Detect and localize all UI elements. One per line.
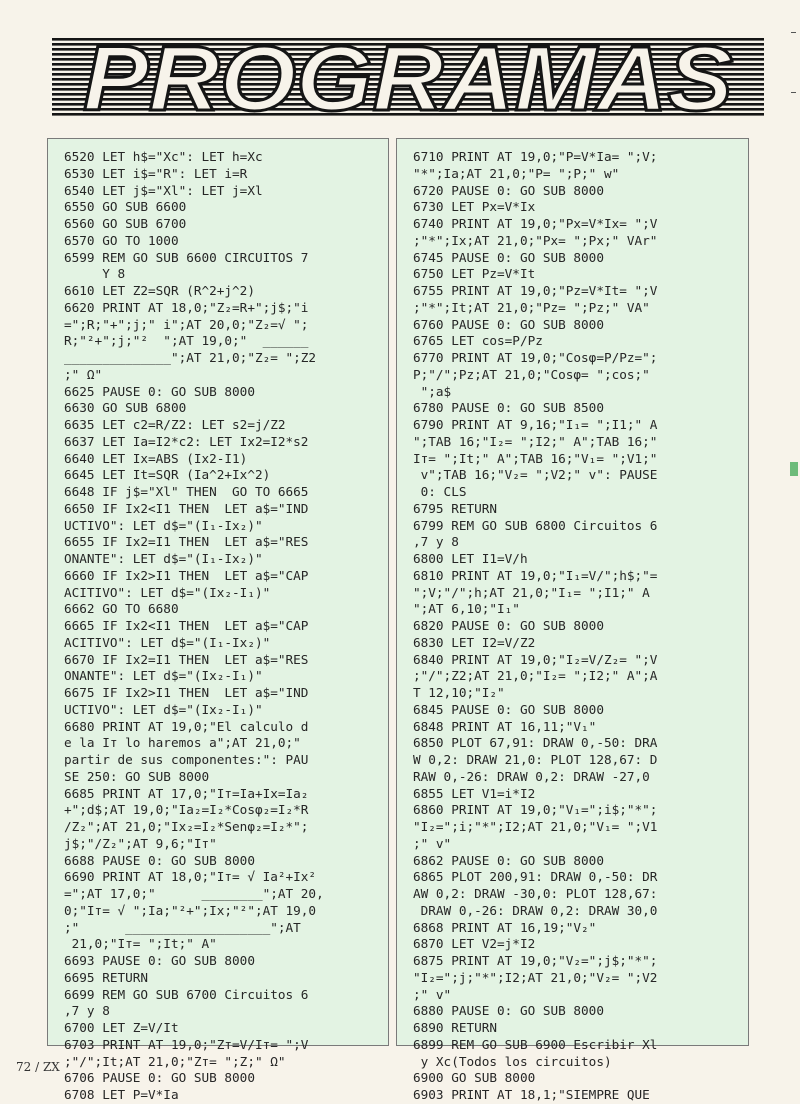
code-line: v";TAB 16;"V₂= ";V2;" v": PAUSE xyxy=(413,467,658,483)
code-line: 6899 REM GO SUB 6900 Escribir Xl xyxy=(413,1036,658,1052)
code-line: 6875 PRINT AT 19,0;"V₂=";j$;"*"; xyxy=(413,953,658,968)
code-line: 6860 PRINT AT 19,0;"V₁=";i$;"*"; xyxy=(413,802,658,818)
code-line: 6650 IF Ix2<I1 THEN LET a$="IND xyxy=(64,500,309,516)
code-line: Y 8 xyxy=(64,266,126,282)
code-line: DRAW 0,-26: DRAW 0,2: DRAW 30,0 xyxy=(413,902,658,918)
banner-title: PROGRAMAS xyxy=(83,28,733,130)
code-line: 6685 PRINT AT 17,0;"Iт=Ia+Ix=Ia₂ xyxy=(64,785,309,801)
code-line: 6530 LET i$="R": LET i=R xyxy=(64,165,248,181)
code-line: 6670 IF Ix2=I1 THEN LET a$="RES xyxy=(64,651,309,667)
code-line: ACITIVO": LET d$="(Ix₂-I₁)" xyxy=(64,584,271,600)
code-line: 6540 LET j$="Xl": LET j=Xl xyxy=(64,182,263,198)
code-line: 6790 PRINT AT 9,16;"I₁= ";I1;" A xyxy=(413,417,658,432)
code-line: T 12,10;"I₂" xyxy=(413,685,505,700)
code-line: "*";Ia;AT 21,0;"P= ";P;" w" xyxy=(413,165,620,181)
code-line: ;" v" xyxy=(413,835,452,851)
code-line: 6840 PRINT AT 19,0;"I₂=V/Z₂= ";V xyxy=(413,651,658,667)
code-line: 6640 LET Ix=ABS (Ix2-I1) xyxy=(64,450,248,466)
code-line: 6750 LET Pz=V*It xyxy=(413,266,536,282)
code-line: 6675 IF Ix2>I1 THEN LET a$="IND xyxy=(64,685,309,700)
listing-column-left xyxy=(47,138,389,1102)
edge-color-tab xyxy=(790,462,798,476)
code-line: e la Iт lo haremos a";AT 21,0;" xyxy=(64,735,301,751)
code-line: 6820 PAUSE 0: GO SUB 8000 xyxy=(413,618,604,633)
code-line: 6730 LET Px=V*Ix xyxy=(413,199,536,215)
code-line: ,7 y 8 xyxy=(64,1003,110,1019)
code-line: R;"²+";j;"² ";AT 19,0;" ______ xyxy=(64,333,309,349)
section-banner xyxy=(52,28,764,130)
code-line: 6630 GO SUB 6800 xyxy=(64,400,187,416)
code-line: 6855 LET V1=i*I2 xyxy=(413,785,536,801)
code-line: ACITIVO": LET d$="(I₁-Ix₂)" xyxy=(64,634,271,650)
code-line: UCTIVO": LET d$="(Ix₂-I₁)" xyxy=(64,701,263,717)
code-line: 6870 LET V2=j*I2 xyxy=(413,936,536,952)
code-line: 6599 REM GO SUB 6600 CIRCUITOS 7 xyxy=(64,249,309,265)
code-line: 6830 LET I2=V/Z2 xyxy=(413,634,536,650)
code-line: j$;"/Z₂";AT 9,6;"Iт" xyxy=(64,835,217,851)
code-line: 6903 PRINT AT 18,1;"SIEMPRE QUE xyxy=(413,1087,650,1102)
code-line: 6710 PRINT AT 19,0;"P=V*Ia= ";V; xyxy=(413,149,658,164)
code-line: ;" v" xyxy=(413,986,452,1002)
code-line: 6880 PAUSE 0: GO SUB 8000 xyxy=(413,1003,604,1019)
code-line: 6570 GO TO 1000 xyxy=(64,232,179,248)
code-line: 0;"Iт= √ ";Ia;"²+";Ix;"²";AT 19,0 xyxy=(64,902,317,918)
code-line: 6865 PLOT 200,91: DRAW 0,-50: DR xyxy=(413,869,658,885)
code-line: 6868 PRINT AT 16,19;"V₂" xyxy=(413,919,597,935)
programas-logo xyxy=(52,28,764,130)
code-line: 6703 PRINT AT 19,0;"Zт=V/Iт= ";V xyxy=(64,1036,309,1052)
code-line: 6550 GO SUB 6600 xyxy=(64,199,187,215)
code-line: 6688 PAUSE 0: GO SUB 8000 xyxy=(64,852,255,868)
code-line: ONANTE": LET d$="(I₁-Ix₂)" xyxy=(64,551,263,566)
code-line: 6560 GO SUB 6700 xyxy=(64,216,187,231)
code-line: 6862 PAUSE 0: GO SUB 8000 xyxy=(413,852,604,868)
code-line: 6700 LET Z=V/It xyxy=(64,1020,179,1035)
code-line: 6610 LET Z2=SQR (R^2+j^2) xyxy=(64,283,255,298)
code-line: 6900 GO SUB 8000 xyxy=(413,1070,536,1086)
code-line: ONANTE": LET d$="(Ix₂-I₁)" xyxy=(64,668,263,684)
code-line: 6780 PAUSE 0: GO SUB 8500 xyxy=(413,400,604,416)
code-line: 6795 RETURN xyxy=(413,500,498,516)
code-line: UCTIVO": LET d$="(I₁-Ix₂)" xyxy=(64,517,263,533)
code-line: 6848 PRINT AT 16,11;"V₁" xyxy=(413,718,597,734)
code-line: =";AT 17,0;" ________";AT 20, xyxy=(64,886,324,901)
code-line: ";V;"/";h;AT 21,0;"I₁= ";I1;" A xyxy=(413,584,650,600)
code-line: ";TAB 16;"I₂= ";I2;" A";TAB 16;" xyxy=(413,433,658,449)
code-line: 6625 PAUSE 0: GO SUB 8000 xyxy=(64,383,255,399)
code-line: 6765 LET cos=P/Pz xyxy=(413,333,543,349)
page-footer: 72 / ZX xyxy=(16,1060,60,1074)
code-line: y Xc(Todos los circuitos) xyxy=(413,1053,612,1069)
code-line: 6635 LET c2=R/Z2: LET s2=j/Z2 xyxy=(64,417,286,432)
listing-column-right xyxy=(396,138,749,1102)
code-line: 6845 PAUSE 0: GO SUB 8000 xyxy=(413,701,604,717)
code-line: ;" Ω" xyxy=(64,366,103,382)
code-line: 0: CLS xyxy=(413,484,467,499)
code-line: 6755 PRINT AT 19,0;"Pz=V*It= ";V xyxy=(413,283,658,298)
code-line: ;"*";Ix;AT 21,0;"Px= ";Px;" VAr" xyxy=(413,232,658,248)
code-line: 6660 IF Ix2>I1 THEN LET a$="CAP xyxy=(64,567,309,583)
code-line: 6645 LET It=SQR (Ia^2+Ix^2) xyxy=(64,467,271,483)
code-line: 6648 IF j$="Xl" THEN GO TO 6665 xyxy=(64,484,309,499)
code-line: 6760 PAUSE 0: GO SUB 8000 xyxy=(413,316,604,332)
code-line: ;"*";It;AT 21,0;"Pz= ";Pz;" VA" xyxy=(413,299,650,315)
code-line: "I₂=";j;"*";I2;AT 21,0;"V₂= ";V2 xyxy=(413,969,658,985)
code-line: 6706 PAUSE 0: GO SUB 8000 xyxy=(64,1070,255,1086)
code-line: ______________";AT 21,0;"Z₂= ";Z2 xyxy=(64,350,317,365)
code-line: 6720 PAUSE 0: GO SUB 8000 xyxy=(413,182,604,198)
code-line: ;"/";It;AT 21,0;"Zт= ";Z;" Ω" xyxy=(64,1053,286,1069)
code-line: 6770 PRINT AT 19,0;"Cosφ=P/Pz="; xyxy=(413,350,658,365)
code-line: 6708 LET P=V*Ia xyxy=(64,1087,179,1102)
code-line: 6800 LET I1=V/h xyxy=(413,551,528,566)
code-line: P;"/";Pz;AT 21,0;"Cosφ= ";cos;" xyxy=(413,366,650,382)
code-line: "I₂=";i;"*";I2;AT 21,0;"V₁= ";V1 xyxy=(413,819,658,834)
code-line: 6699 REM GO SUB 6700 Circuitos 6 xyxy=(64,986,309,1002)
code-line: 6662 GO TO 6680 xyxy=(64,601,179,617)
code-line: 6693 PAUSE 0: GO SUB 8000 xyxy=(64,953,255,968)
code-line: 6680 PRINT AT 19,0;"El calculo d xyxy=(64,718,309,734)
code-line: 6810 PRINT AT 19,0;"I₁=V/";h$;"= xyxy=(413,567,658,583)
code-line: 6745 PAUSE 0: GO SUB 8000 xyxy=(413,249,604,265)
code-line: ;" ___________________";AT xyxy=(64,919,301,935)
code-line: RAW 0,-26: DRAW 0,2: DRAW -27,0 xyxy=(413,768,650,784)
code-line: ";a$ xyxy=(413,383,452,399)
code-line: 21,0;"Iт= ";It;" A" xyxy=(64,936,217,952)
code-line: AW 0,2: DRAW -30,0: PLOT 128,67: xyxy=(413,886,658,901)
code-line: partir de sus componentes:": PAU xyxy=(64,752,309,767)
code-line: =";R;"+";j;" i";AT 20,0;"Z₂=√ "; xyxy=(64,316,309,332)
code-line: 6740 PRINT AT 19,0;"Px=V*Ix= ";V xyxy=(413,216,658,231)
code-line: Iт= ";It;" A";TAB 16;"V₁= ";V1;" xyxy=(413,450,658,466)
code-line: ;"/";Z2;AT 21,0;"I₂= ";I2;" A";A xyxy=(413,668,658,684)
code-line: +";d$;AT 19,0;"Ia₂=I₂*Cosφ₂=I₂*R xyxy=(64,802,309,818)
code-line: 6520 LET h$="Xc": LET h=Xc xyxy=(64,149,263,164)
code-line: SE 250: GO SUB 8000 xyxy=(64,768,210,784)
code-line: ";AT 6,10;"I₁" xyxy=(413,601,520,617)
code-line: 6655 IF Ix2=I1 THEN LET a$="RES xyxy=(64,534,309,550)
code-line: /Z₂";AT 21,0;"Ix₂=I₂*Senφ₂=I₂*"; xyxy=(64,819,309,834)
code-line: 6665 IF Ix2<I1 THEN LET a$="CAP xyxy=(64,618,309,633)
code-line: W 0,2: DRAW 21,0: PLOT 128,67: D xyxy=(413,752,658,767)
code-line: 6620 PRINT AT 18,0;"Z₂=R+";j$;"i xyxy=(64,299,309,315)
code-line: 6850 PLOT 67,91: DRAW 0,-50: DRA xyxy=(413,735,658,751)
code-line: 6637 LET Ia=I2*c2: LET Ix2=I2*s2 xyxy=(64,433,309,449)
code-line: ,7 y 8 xyxy=(413,534,459,550)
page-edge-marks xyxy=(787,0,800,1094)
code-line: 6690 PRINT AT 18,0;"Iт= √ Ia²+Ix² xyxy=(64,869,317,885)
code-line: 6695 RETURN xyxy=(64,969,149,985)
code-line: 6890 RETURN xyxy=(413,1020,498,1035)
code-line: 6799 REM GO SUB 6800 Circuitos 6 xyxy=(413,517,658,533)
